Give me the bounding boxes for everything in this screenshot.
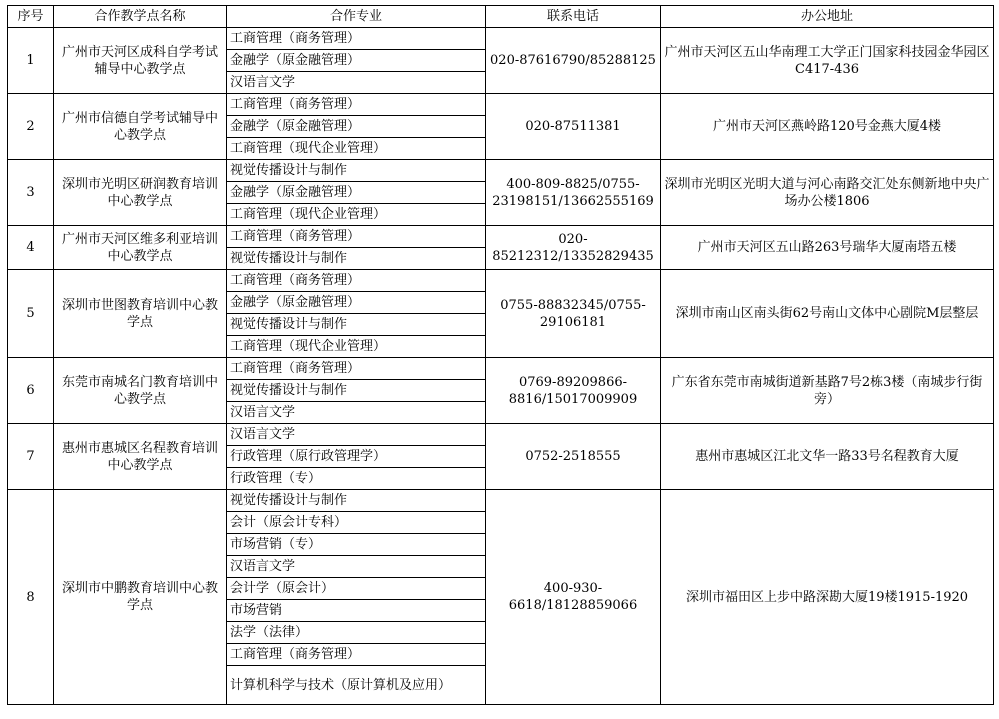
major-cell: 汉语言文学 [227, 402, 486, 424]
table-row [8, 160, 994, 182]
table-row [8, 270, 994, 292]
header-majors: 合作专业 [227, 6, 486, 28]
center-name: 深圳市中鹏教育培训中心教学点 [54, 490, 227, 705]
major-cell: 行政管理（专） [227, 468, 486, 490]
center-name: 广州市天河区成科自学考试辅导中心教学点 [54, 28, 227, 94]
address-cell: 深圳市福田区上步中路深勘大厦19楼1915-1920 [661, 490, 994, 705]
partner-centers-table [7, 5, 994, 705]
header-center: 合作教学点名称 [54, 6, 227, 28]
major-cell: 工商管理（现代企业管理） [227, 204, 486, 226]
header-address: 办公地址 [661, 6, 994, 28]
address-cell: 深圳市南山区南头街62号南山文体中心剧院M层整层 [661, 270, 994, 358]
center-name: 深圳市世图教育培训中心教学点 [54, 270, 227, 358]
center-name: 东莞市南城名门教育培训中心教学点 [54, 358, 227, 424]
header-row [8, 6, 994, 28]
table-row [8, 28, 994, 50]
row-number: 2 [8, 94, 54, 160]
major-cell: 视觉传播设计与制作 [227, 314, 486, 336]
major-cell: 工商管理（商务管理） [227, 28, 486, 50]
address-cell: 广州市天河区五山路263号瑞华大厦南塔五楼 [661, 226, 994, 270]
major-cell: 金融学（原金融管理） [227, 116, 486, 138]
row-number: 4 [8, 226, 54, 270]
major-cell: 工商管理（商务管理） [227, 226, 486, 248]
major-cell: 汉语言文学 [227, 72, 486, 94]
row-number: 8 [8, 490, 54, 705]
phone-cell: 0769-89209866-8816/15017009909 [486, 358, 661, 424]
table-row [8, 424, 994, 446]
row-number: 6 [8, 358, 54, 424]
phone-cell: 400-930-6618/18128859066 [486, 490, 661, 705]
center-name: 广州市信德自学考试辅导中心教学点 [54, 94, 227, 160]
major-cell: 工商管理（现代企业管理） [227, 138, 486, 160]
major-cell: 市场营销 [227, 600, 486, 622]
major-cell: 工商管理（商务管理） [227, 644, 486, 666]
major-cell: 视觉传播设计与制作 [227, 248, 486, 270]
major-cell: 视觉传播设计与制作 [227, 160, 486, 182]
address-cell: 广州市天河区五山华南理工大学正门国家科技园金华园区C417-436 [661, 28, 994, 94]
major-cell: 行政管理（原行政管理学） [227, 446, 486, 468]
table-row [8, 490, 994, 512]
table-row [8, 226, 994, 248]
phone-cell: 0752-2518555 [486, 424, 661, 490]
major-cell: 市场营销（专） [227, 534, 486, 556]
center-name: 广州市天河区维多利亚培训中心教学点 [54, 226, 227, 270]
phone-cell: 020-85212312/13352829435 [486, 226, 661, 270]
major-cell: 汉语言文学 [227, 556, 486, 578]
table-row [8, 358, 994, 380]
major-cell: 金融学（原金融管理） [227, 182, 486, 204]
major-cell: 视觉传播设计与制作 [227, 380, 486, 402]
address-cell: 深圳市光明区光明大道与河心南路交汇处东侧新地中央广场办公楼1806 [661, 160, 994, 226]
address-cell: 广州市天河区燕岭路120号金燕大厦4楼 [661, 94, 994, 160]
major-cell: 工商管理（现代企业管理） [227, 336, 486, 358]
row-number: 7 [8, 424, 54, 490]
major-cell: 视觉传播设计与制作 [227, 490, 486, 512]
major-cell: 法学（法律） [227, 622, 486, 644]
major-cell: 金融学（原金融管理） [227, 50, 486, 72]
row-number: 1 [8, 28, 54, 94]
major-cell: 工商管理（商务管理） [227, 94, 486, 116]
major-cell: 工商管理（商务管理） [227, 358, 486, 380]
phone-cell: 400-809-8825/0755-23198151/13662555169 [486, 160, 661, 226]
major-cell: 金融学（原金融管理） [227, 292, 486, 314]
center-name: 深圳市光明区研润教育培训中心教学点 [54, 160, 227, 226]
header-no: 序号 [8, 6, 54, 28]
major-cell: 工商管理（商务管理） [227, 270, 486, 292]
major-cell: 计算机科学与技术（原计算机及应用） [227, 666, 486, 705]
major-cell: 会计学（原会计） [227, 578, 486, 600]
table-row [8, 94, 994, 116]
phone-cell: 020-87511381 [486, 94, 661, 160]
address-cell: 广东省东莞市南城街道新基路7号2栋3楼（南城步行街旁） [661, 358, 994, 424]
row-number: 3 [8, 160, 54, 226]
major-cell: 会计（原会计专科） [227, 512, 486, 534]
address-cell: 惠州市惠城区江北文华一路33号名程教育大厦 [661, 424, 994, 490]
phone-cell: 0755-88832345/0755-29106181 [486, 270, 661, 358]
center-name: 惠州市惠城区名程教育培训中心教学点 [54, 424, 227, 490]
header-phone: 联系电话 [486, 6, 661, 28]
major-cell: 汉语言文学 [227, 424, 486, 446]
row-number: 5 [8, 270, 54, 358]
phone-cell: 020-87616790/85288125 [486, 28, 661, 94]
